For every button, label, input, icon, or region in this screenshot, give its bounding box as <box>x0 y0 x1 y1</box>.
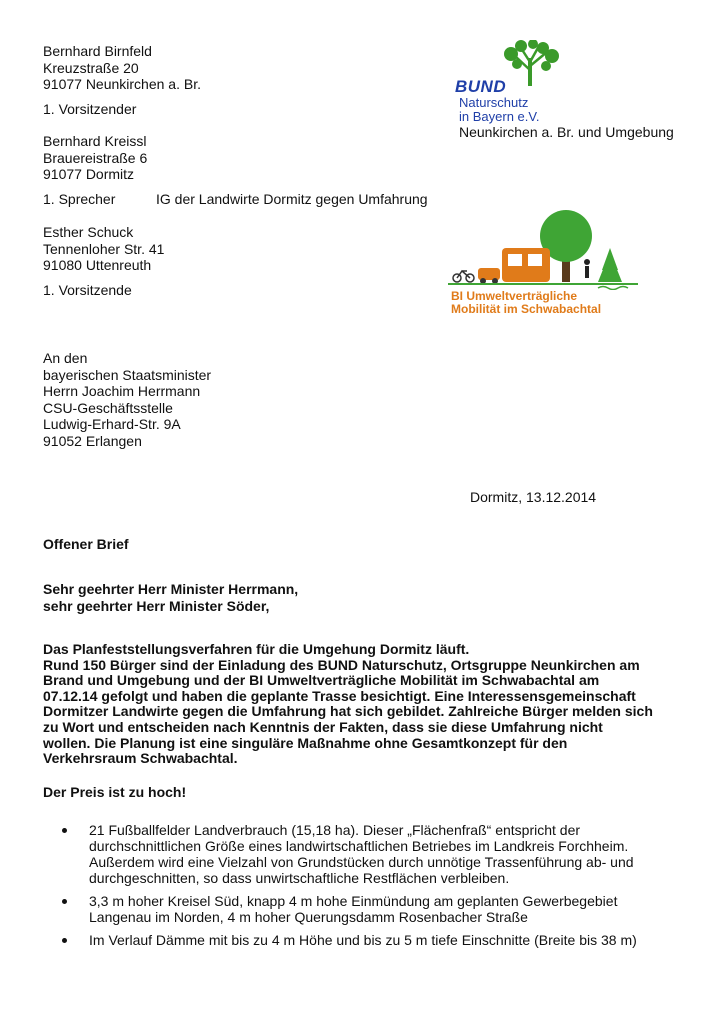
sender-organization: IG der Landwirte Dormitz gegen Umfahrung <box>156 190 428 207</box>
sender-block-2 <box>43 133 428 207</box>
sender-city: 91077 Dormitz <box>43 166 135 182</box>
sender-name: Bernhard Birnfeld <box>43 43 152 59</box>
recipient-line: 91052 Erlangen <box>43 432 142 449</box>
sender-block-3 <box>43 224 164 298</box>
sender-city: 91077 Neunkirchen a. Br. <box>43 76 201 92</box>
intro-paragraph: Das Planfeststellungsverfahren für die Umgehung Dormitz läuft. Rund 150 Bürger sind der Einladung des BUND Naturschutz, Ortsgruppe Neunkirchen am Brand und Umgebung und der BI Umweltverträgliche Mobilität im Schwabachtal am 07.12.14 gefolgt und haben die geplante Trasse besichtigt. Eine Interessensgemeinschaft Dormitzer Landwirte gegen die Umfahrung hat sich gebildet. Zahlreiche Bürger melden sich zu Wort und entscheiden nach Kenntnis der Fakten, dass sie diese Umfahrung nicht wollen. Die Planung ist eine singuläre Maßnahme ohne Gesamtkonzept für den Verkehrsraum Schwabachtal. <box>43 641 653 767</box>
sender-role: 1. Vorsitzende <box>43 281 132 298</box>
bullet-icon <box>62 938 67 943</box>
place-date: Dormitz, 13.12.2014 <box>470 489 597 505</box>
bund-local-group: Neunkirchen a. Br. und Umgebung <box>459 124 674 140</box>
mobility-illustration-icon <box>448 208 638 290</box>
sender-street: Kreuzstraße 20 <box>43 59 139 76</box>
bi-logo-text: BI Umweltverträgliche Mobilität im Schwabachtal <box>451 289 602 316</box>
recipient-line: Ludwig-Erhard-Str. 9A <box>43 416 181 432</box>
sender-role: 1. Vorsitzender <box>43 100 137 117</box>
sender-role: 1. Sprecher IG der Landwirte Dormitz gegen Umfahrung <box>43 190 428 207</box>
section-heading: Der Preis ist zu hoch! <box>43 784 187 800</box>
recipient-line: bayerischen Staatsminister <box>43 366 212 383</box>
list-item: 21 Fußballfelder Landverbrauch (15,18 ha). Dieser „Flächenfraß“ entspricht der durchschnittlichen Größe eines landwirtschaftlichen Betriebes im Landkreis Forchheim. Außerdem wird eine Vielzahl von Grundstücken durch unnötige Trassenführung ab- und durchgeschnitten, so dass unwirtschaftliche Restflächen verbleiben. <box>62 822 702 886</box>
recipient-line: Herrn Joachim Herrmann <box>43 383 201 399</box>
recipient-line: An den <box>43 350 88 366</box>
bund-wordmark: BUND <box>455 77 507 96</box>
bund-subtitle: Naturschutz in Bayern e.V. <box>459 95 540 124</box>
recipient-address <box>43 350 211 449</box>
salutation: Sehr geehrter Herr Minister Herrmann, sehr geehrter Herr Minister Söder, <box>43 581 299 614</box>
bullet-icon <box>62 899 67 904</box>
sender-name: Esther Schuck <box>43 224 134 240</box>
recipient-line: CSU-Geschäftsstelle <box>43 399 173 416</box>
tree-icon <box>501 40 561 86</box>
sender-name: Bernhard Kreissl <box>43 133 147 149</box>
bund-logo <box>455 40 715 145</box>
sender-city: 91080 Uttenreuth <box>43 257 152 273</box>
sender-street: Brauereistraße 6 <box>43 149 148 166</box>
sender-street: Tennenloher Str. 41 <box>43 240 165 257</box>
sender-block-1 <box>43 43 201 117</box>
list-item: Im Verlauf Dämme mit bis zu 4 m Höhe und bis zu 5 m tiefe Einschnitte (Breite bis 38 m) <box>62 932 702 948</box>
bullet-list <box>62 822 702 955</box>
bullet-icon <box>62 828 67 833</box>
list-item: 3,3 m hoher Kreisel Süd, knapp 4 m hohe Einmündung am geplanten Gewerbegebiet Langenau im Norden, 4 m hoher Querungsdamm Rosenbacher Straße <box>62 893 702 925</box>
letter-subject: Offener Brief <box>43 536 129 552</box>
bi-logo <box>448 208 638 320</box>
